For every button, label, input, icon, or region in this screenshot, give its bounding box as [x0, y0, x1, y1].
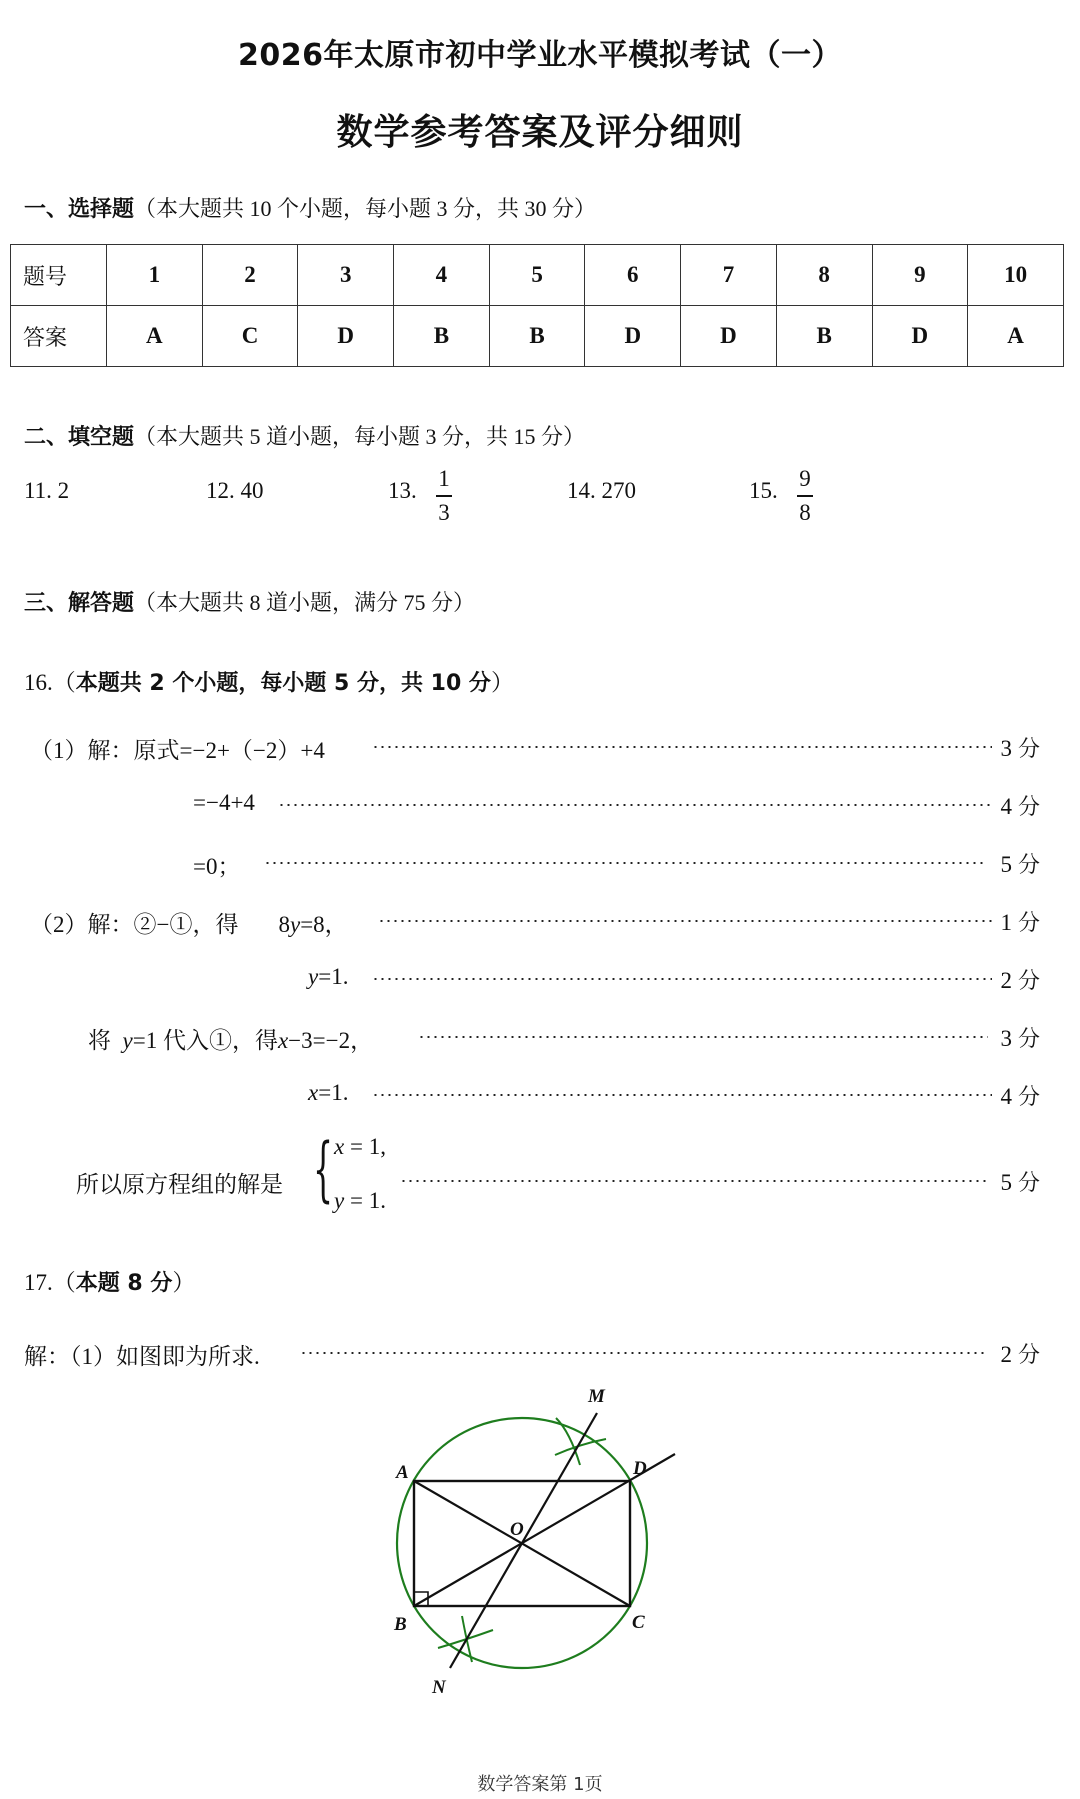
q17-number: 17.（: [24, 1270, 76, 1295]
answer-cell: B: [776, 306, 872, 367]
score-mark: 1 分: [1000, 910, 1040, 936]
score-mark: 5 分: [1000, 852, 1040, 878]
q16-1-line-1: （1）解：原式=−2+（−2）+4: [30, 738, 325, 763]
section-2-heading: [24, 420, 585, 451]
table-row-numbers: [11, 245, 1064, 306]
answer-cell: A: [107, 306, 203, 367]
score-mark: 3 分: [1000, 1026, 1040, 1052]
document-title: 2026年太原市初中学业水平模拟考试（一）: [238, 38, 842, 73]
q16-title: 本题共 2 个小题，每小题 5 分，共 10 分: [75, 671, 491, 696]
system-eq-1: x = 1,: [334, 1134, 386, 1159]
dot-leader: [300, 1352, 988, 1354]
fraction-numerator: 1: [438, 466, 450, 491]
label-m: M: [588, 1386, 605, 1407]
question-number: 10: [968, 245, 1064, 306]
dot-leader: [278, 804, 992, 806]
answer-cell: B: [489, 306, 585, 367]
label-a: A: [396, 1462, 409, 1483]
page-footer: 数学答案第 1页: [477, 1774, 603, 1795]
construction-arc: [556, 1418, 580, 1465]
answer-cell: B: [394, 306, 490, 367]
fraction-numerator: 9: [799, 466, 811, 491]
fill-answer-15-label: 15.: [749, 478, 778, 503]
label-d: D: [633, 1458, 647, 1479]
question-number: 1: [107, 245, 203, 306]
score-mark: 4 分: [1000, 1084, 1040, 1110]
q16-2-conclusion: 所以原方程组的解是: [76, 1172, 283, 1197]
q16-heading: [24, 664, 514, 697]
answer-cell: D: [298, 306, 394, 367]
fill-answer-11: 11. 2: [24, 478, 70, 503]
geometry-figure: [370, 1380, 690, 1700]
question-number: 8: [776, 245, 872, 306]
dot-leader: [372, 1094, 992, 1096]
section-3-heading: [24, 586, 475, 617]
choice-answer-table: [10, 244, 1064, 367]
question-number: 4: [394, 245, 490, 306]
line-mn: [450, 1413, 597, 1668]
question-number: 6: [585, 245, 681, 306]
question-number: 2: [202, 245, 298, 306]
q16-number: 16.（: [24, 670, 76, 695]
fill-answer-13-label: 13.: [388, 478, 417, 503]
row-label-answer: 答案: [11, 306, 107, 367]
score-mark: 5 分: [1000, 1170, 1040, 1196]
question-number: 5: [489, 245, 585, 306]
brace-symbol: {: [313, 1128, 334, 1210]
question-number: 9: [872, 245, 968, 306]
q17-title: 本题 8 分: [75, 1271, 173, 1296]
answer-cell: A: [968, 306, 1064, 367]
dot-leader: [372, 978, 992, 980]
document-subtitle: 数学参考答案及评分细则: [336, 112, 744, 153]
fraction-bar: [436, 495, 452, 497]
label-n: N: [432, 1677, 446, 1698]
label-o: O: [510, 1519, 524, 1540]
q16-2-line-2: y=1.: [308, 964, 349, 989]
label-b: B: [394, 1614, 407, 1635]
fraction-13: [436, 464, 452, 528]
table-row-answers: [11, 306, 1064, 367]
fraction-denominator: 8: [799, 499, 811, 525]
q16-close: ）: [490, 670, 514, 695]
score-mark: 2 分: [1000, 1342, 1040, 1368]
answer-cell: D: [872, 306, 968, 367]
fraction-15: [797, 464, 813, 528]
section-1-heading: [24, 192, 596, 223]
section-2-title: 二、填空题: [24, 425, 135, 450]
answer-cell: D: [585, 306, 681, 367]
section-1-title: 一、选择题: [24, 197, 135, 222]
answer-cell: C: [202, 306, 298, 367]
fill-answer-12: 12. 40: [206, 478, 264, 503]
fraction-denominator: 3: [438, 499, 450, 525]
fill-answer-14: 14. 270: [567, 478, 636, 503]
question-number: 3: [298, 245, 394, 306]
dot-leader: [418, 1036, 988, 1038]
answer-cell: D: [681, 306, 777, 367]
q17-line-1: 解：（1）如图即为所求.: [24, 1344, 260, 1369]
section-3-title: 三、解答题: [24, 591, 135, 616]
q16-2-line-3: 将 y=1 代入①，得x−3=−2，: [88, 1028, 374, 1053]
q16-2-line-1: （2）解：②−①，得 8y=8，: [30, 912, 348, 937]
row-label-number: 题号: [11, 245, 107, 306]
section-1-note: （本大题共 10 个小题，每小题 3 分，共 30 分）: [134, 196, 597, 221]
fraction-bar: [797, 495, 813, 497]
system-eq-2: y = 1.: [334, 1188, 386, 1213]
dot-leader: [372, 746, 992, 748]
section-2-note: （本大题共 5 道小题，每小题 3 分，共 15 分）: [134, 424, 586, 449]
q16-1-line-3: =0；: [193, 854, 241, 879]
dot-leader: [264, 862, 986, 864]
q17-heading: [24, 1264, 195, 1297]
score-mark: 2 分: [1000, 968, 1040, 994]
section-3-note: （本大题共 8 道小题，满分 75 分）: [134, 590, 476, 615]
dot-leader: [378, 920, 992, 922]
dot-leader: [400, 1180, 986, 1182]
score-mark: 3 分: [1000, 736, 1040, 762]
score-mark: 4 分: [1000, 794, 1040, 820]
label-c: C: [632, 1612, 645, 1633]
q16-1-line-2: =−4+4: [193, 790, 255, 815]
q16-2-line-4: x=1.: [308, 1080, 349, 1105]
q17-close: ）: [172, 1270, 196, 1295]
question-number: 7: [681, 245, 777, 306]
